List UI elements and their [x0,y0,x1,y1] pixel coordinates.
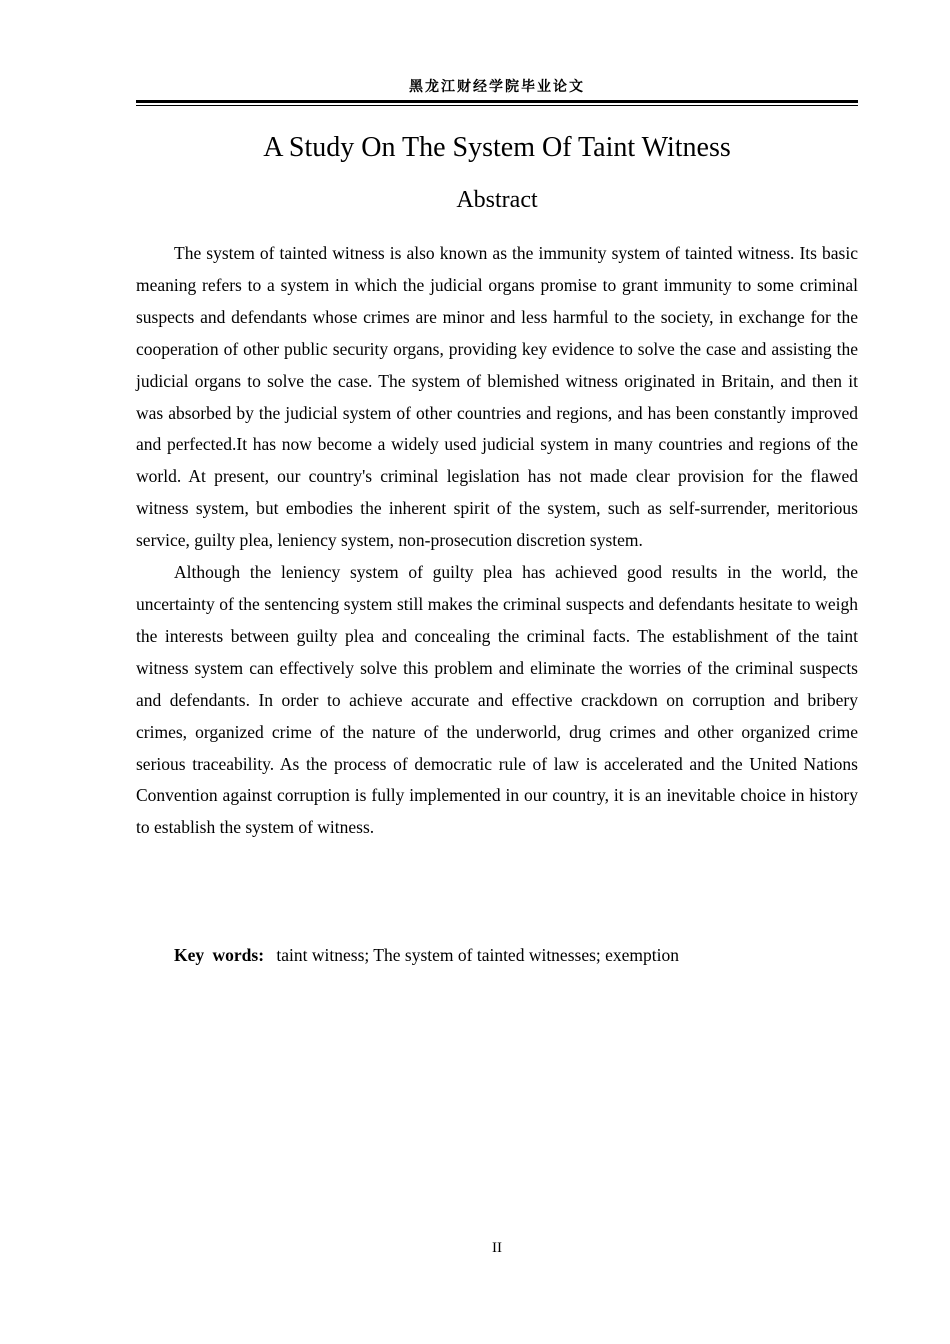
page-number: II [492,1240,502,1256]
keywords-line [174,940,858,972]
header-divider [136,100,858,106]
abstract-paragraph-1: The system of tainted witness is also known as the immunity system of tainted witness. Its basic meaning refers to a system in which the judicial organs promise to grant immunity to some criminal suspects and defendants whose crimes are minor and less harmful to the society, in exchange for the cooperation of other public security organs, providing key evidence to solve the case and assisting the judicial organs to solve the case. The system of blemished witness originated in Britain, and then it was absorbed by the judicial system of other countries and regions, and has been constantly improved and perfected.It has now become a widely used judicial system in many countries and regions of the world. At present, our country's criminal legislation has not made clear provision for the flawed witness system, but embodies the inherent spirit of the system, such as self-surrender, meritorious service, guilty plea, leniency system, non-prosecution discretion system. [136,243,858,551]
running-header: 黑龙江财经学院毕业论文 [409,80,585,95]
keywords-label: Key words: [174,945,265,965]
keywords-text: taint witness; The system of tainted witnesses; exemption [276,945,680,965]
document-title: A Study On The System Of Taint Witness [263,132,731,163]
abstract-body [136,238,858,844]
abstract-paragraph-2: Although the leniency system of guilty plea has achieved good results in the world, the uncertainty of the sentencing system still makes the criminal suspects and defendants hesitate to weigh the interests between guilty plea and concealing the criminal facts. The establishment of the taint witness system can effectively solve this problem and eliminate the worries of the criminal suspects and defendants. In order to achieve accurate and effective crackdown on corruption and bribery crimes, organized crime of the nature of the underworld, drug crimes and other organized crime serious traceability. As the process of democratic rule of law is accelerated and the United Nations Convention against corruption is fully implemented in our country, it is an inevitable choice in history to establish the system of witness. [136,562,858,838]
abstract-heading: Abstract [456,187,538,213]
